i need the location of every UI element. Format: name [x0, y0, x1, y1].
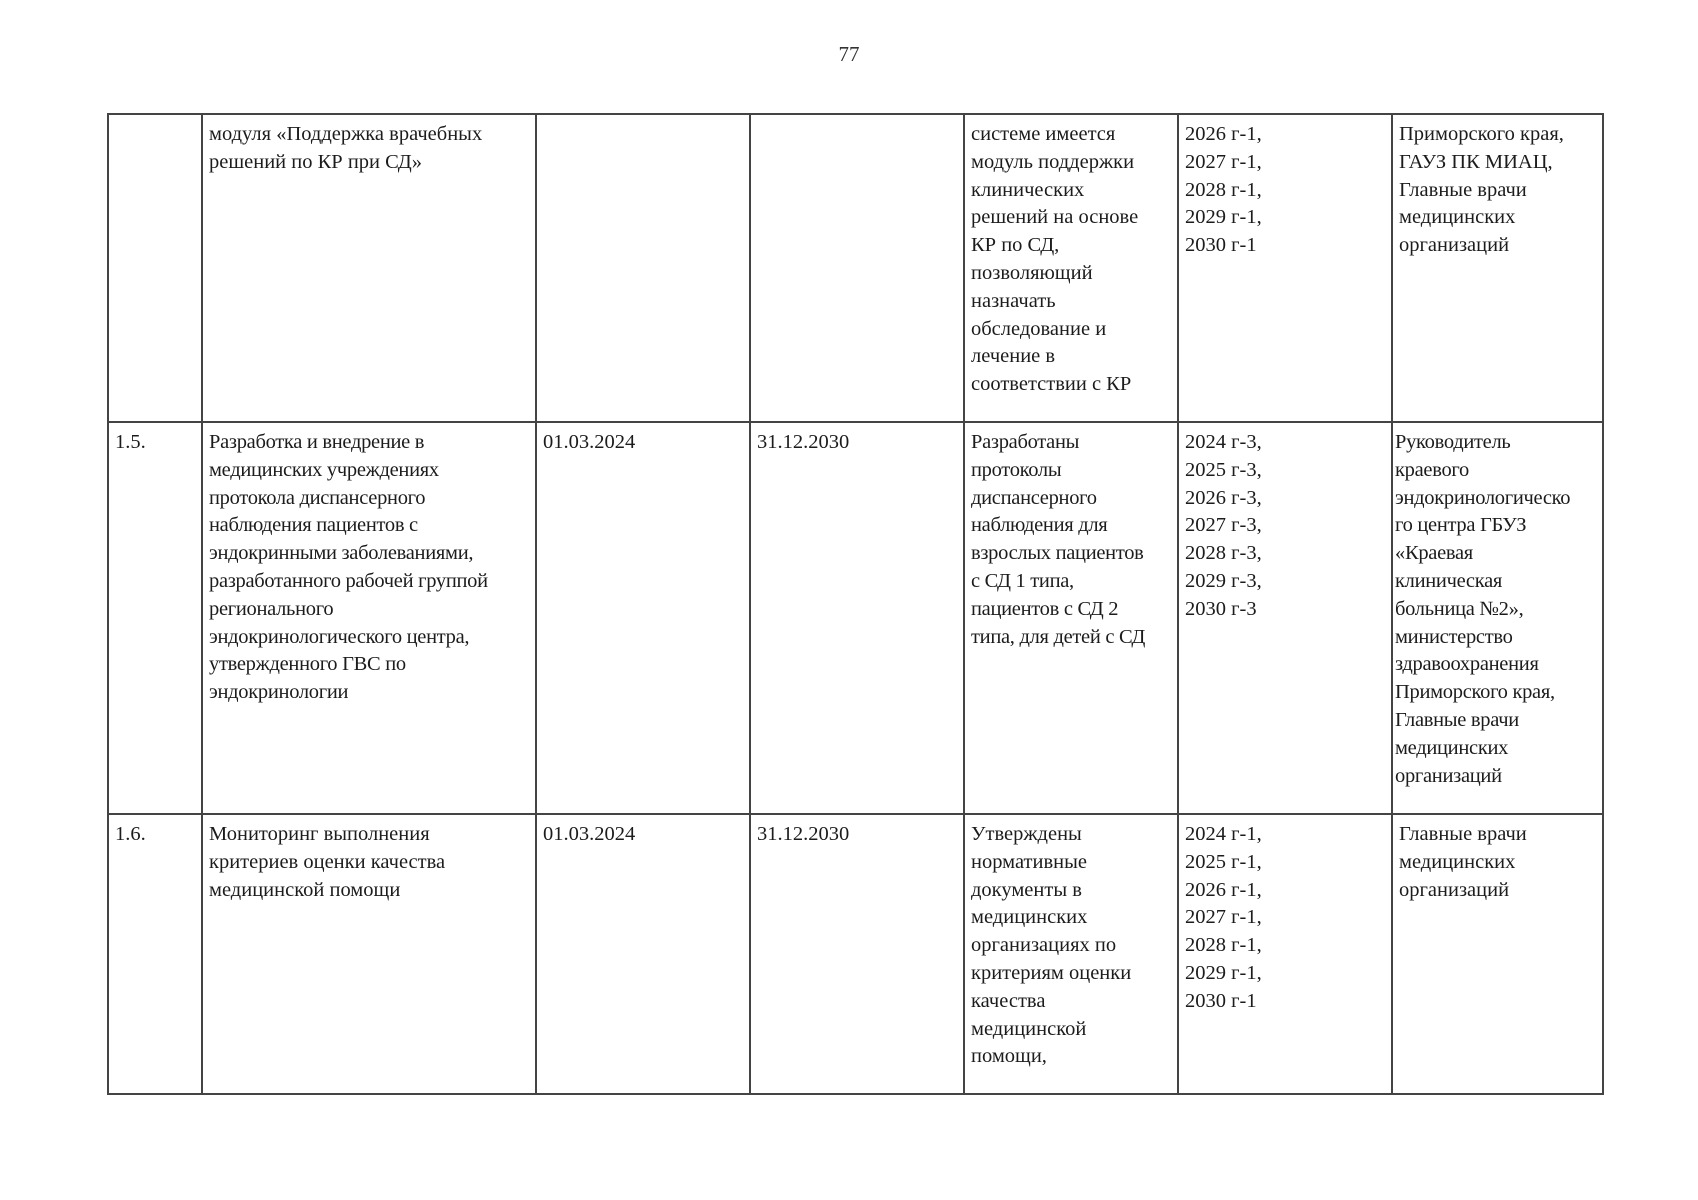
cell-result — [964, 422, 1178, 814]
cell-indicator-text: 2026 г-1, 2027 г-1, 2028 г-1, 2029 г-1, 2030 г-1 — [1185, 123, 1262, 257]
cell-responsible-text: Руководитель краевого эндокринологическо го центра ГБУЗ «Краевая клиническая больница №2», министерство здравоохранения Приморского края, Главные врачи медицинских организаций — [1395, 431, 1571, 787]
cell-result-text: системе имеется модуль поддержки клинических решений на основе КР по СД, позволяющий назначать обследование и лечение в соответствии с КР — [971, 123, 1139, 396]
cell-start-date-text: 01.03.2024 — [543, 431, 636, 453]
cell-result-text: Утверждены нормативные документы в медицинских организациях по критериям оценки качества медицинской помощи, — [971, 823, 1132, 1068]
cell-event — [202, 114, 536, 422]
cell-indicator — [1178, 114, 1392, 422]
cell-event — [202, 814, 536, 1094]
cell-end-date-text: 31.12.2030 — [757, 431, 850, 453]
cell-end-date-text: 31.12.2030 — [757, 823, 850, 845]
cell-result — [964, 114, 1178, 422]
cell-result-text: Разработаны протоколы диспансерного наблюдения для взрослых пациентов с СД 1 типа, пациентов с СД 2 типа, для детей с СД — [971, 431, 1146, 648]
cell-start-date — [536, 814, 750, 1094]
cell-responsible-text: Приморского края, ГАУЗ ПК МИАЦ, Главные врачи медицинских организаций — [1399, 123, 1564, 257]
cell-number-text: 1.6. — [115, 823, 146, 845]
cell-start-date-text: 01.03.2024 — [543, 823, 636, 845]
cell-end-date — [750, 814, 964, 1094]
cell-end-date — [750, 114, 964, 422]
cell-number-text: 1.5. — [115, 431, 146, 453]
cell-event-text: модуля «Поддержка врачебных решений по КР при СД» — [209, 123, 483, 173]
cell-end-date — [750, 422, 964, 814]
cell-responsible — [1392, 814, 1603, 1094]
cell-start-date — [536, 422, 750, 814]
cell-responsible — [1392, 422, 1603, 814]
cell-number — [108, 422, 202, 814]
plan-table — [107, 113, 1604, 1095]
cell-indicator-text: 2024 г-3, 2025 г-3, 2026 г-3, 2027 г-3, 2028 г-3, 2029 г-3, 2030 г-3 — [1185, 431, 1262, 620]
cell-indicator — [1178, 814, 1392, 1094]
cell-result — [964, 814, 1178, 1094]
cell-start-date — [536, 114, 750, 422]
page-number: 77 — [838, 42, 860, 66]
cell-number — [108, 814, 202, 1094]
cell-responsible-text: Главные врачи медицинских организаций — [1399, 823, 1527, 901]
table-row — [108, 114, 1603, 422]
cell-number — [108, 114, 202, 422]
cell-indicator-text: 2024 г-1, 2025 г-1, 2026 г-1, 2027 г-1, 2028 г-1, 2029 г-1, 2030 г-1 — [1185, 823, 1262, 1012]
cell-event-text: Мониторинг выполнения критериев оценки качества медицинской помощи — [209, 823, 446, 901]
cell-responsible — [1392, 114, 1603, 422]
cell-event — [202, 422, 536, 814]
table-row — [108, 422, 1603, 814]
cell-indicator — [1178, 422, 1392, 814]
table-row — [108, 814, 1603, 1094]
cell-event-text: Разработка и внедрение в медицинских учреждениях протокола диспансерного наблюдения пациентов с эндокринными заболеваниями, разработанного рабочей группой регионального эндокринологического центра, утвержденного ГВС по эндокринологии — [209, 431, 488, 704]
